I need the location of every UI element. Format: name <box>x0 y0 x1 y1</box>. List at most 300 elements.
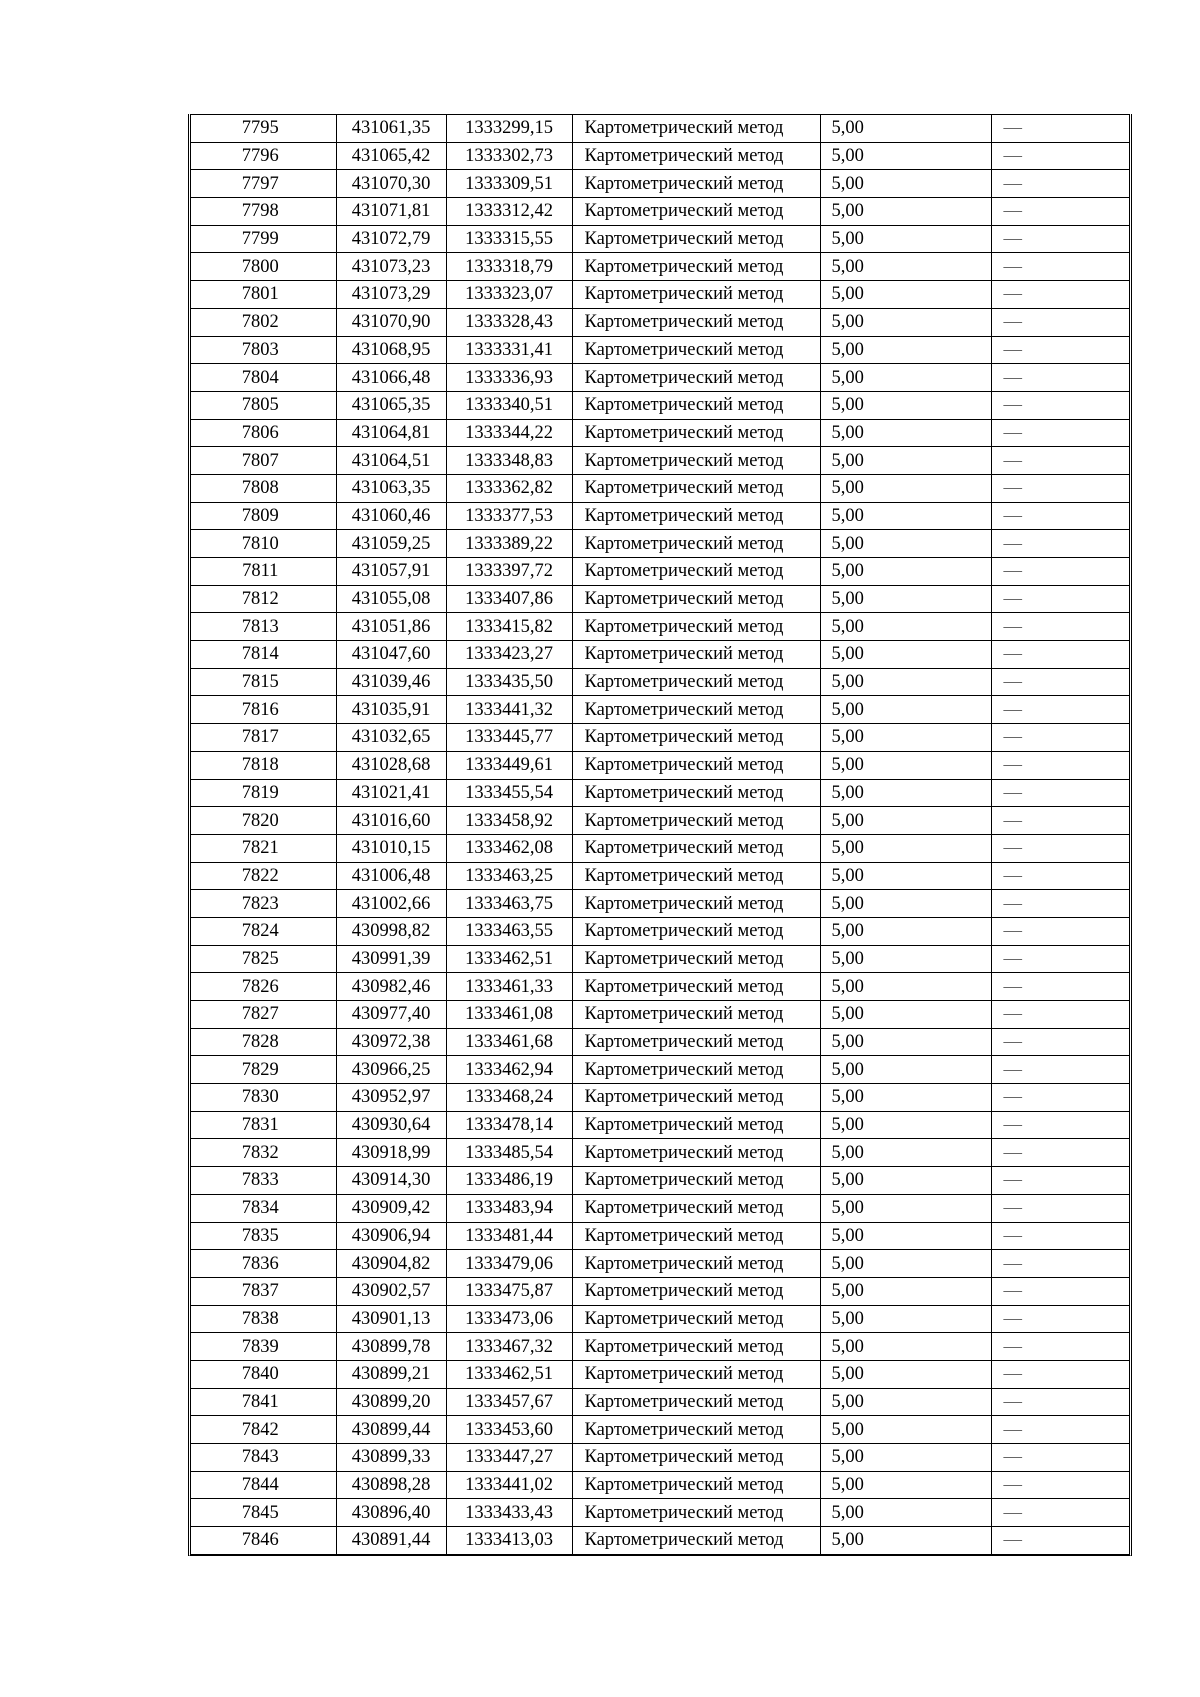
x-coordinate-cell: 431065,35 <box>336 391 446 419</box>
table-row <box>191 613 1129 641</box>
x-coordinate-cell: 431057,91 <box>336 558 446 586</box>
description-cell <box>991 807 1129 835</box>
description-cell <box>991 724 1129 752</box>
point-number-cell: 7831 <box>191 1111 336 1139</box>
accuracy-cell: 5,00 <box>820 198 991 226</box>
description-dash: — <box>1003 395 1022 416</box>
accuracy-cell: 5,00 <box>820 142 991 170</box>
x-coordinate-cell: 430991,39 <box>336 945 446 973</box>
description-cell <box>991 1194 1129 1222</box>
y-coordinate-cell: 1333449,61 <box>446 751 572 779</box>
method-cell: Картометрический метод <box>572 142 820 170</box>
description-dash: — <box>1003 450 1022 471</box>
y-coordinate-cell: 1333473,06 <box>446 1305 572 1333</box>
description-dash: — <box>1003 1087 1022 1108</box>
x-coordinate-cell: 430906,94 <box>336 1222 446 1250</box>
description-cell <box>991 1167 1129 1195</box>
x-coordinate-cell: 431073,23 <box>336 253 446 281</box>
table-row <box>191 1222 1129 1250</box>
accuracy-cell: 5,00 <box>820 1444 991 1472</box>
description-dash: — <box>1003 672 1022 693</box>
description-dash: — <box>1003 1308 1022 1329</box>
table-row <box>191 945 1129 973</box>
description-dash: — <box>1003 893 1022 914</box>
x-coordinate-cell: 430891,44 <box>336 1527 446 1555</box>
point-number-cell: 7809 <box>191 502 336 530</box>
description-cell <box>991 115 1129 143</box>
y-coordinate-cell: 1333336,93 <box>446 364 572 392</box>
table-row <box>191 115 1129 143</box>
description-cell <box>991 1222 1129 1250</box>
table-row <box>191 225 1129 253</box>
description-cell <box>991 641 1129 669</box>
x-coordinate-cell: 430914,30 <box>336 1167 446 1195</box>
method-cell: Картометрический метод <box>572 1194 820 1222</box>
x-coordinate-cell: 431047,60 <box>336 641 446 669</box>
description-cell <box>991 170 1129 198</box>
method-cell: Картометрический метод <box>572 253 820 281</box>
accuracy-cell: 5,00 <box>820 1527 991 1555</box>
accuracy-cell: 5,00 <box>820 1388 991 1416</box>
description-cell <box>991 751 1129 779</box>
description-dash: — <box>1003 921 1022 942</box>
accuracy-cell: 5,00 <box>820 862 991 890</box>
y-coordinate-cell: 1333302,73 <box>446 142 572 170</box>
point-number-cell: 7838 <box>191 1305 336 1333</box>
point-number-cell: 7797 <box>191 170 336 198</box>
accuracy-cell: 5,00 <box>820 502 991 530</box>
method-cell: Картометрический метод <box>572 724 820 752</box>
point-number-cell: 7801 <box>191 281 336 309</box>
accuracy-cell: 5,00 <box>820 751 991 779</box>
point-number-cell: 7795 <box>191 115 336 143</box>
x-coordinate-cell: 431071,81 <box>336 198 446 226</box>
method-cell: Картометрический метод <box>572 807 820 835</box>
table-row <box>191 973 1129 1001</box>
point-number-cell: 7823 <box>191 890 336 918</box>
point-number-cell: 7807 <box>191 447 336 475</box>
accuracy-cell: 5,00 <box>820 807 991 835</box>
y-coordinate-cell: 1333318,79 <box>446 253 572 281</box>
description-cell <box>991 198 1129 226</box>
point-number-cell: 7843 <box>191 1444 336 1472</box>
description-dash: — <box>1003 838 1022 859</box>
table-row <box>191 807 1129 835</box>
table-row <box>191 890 1129 918</box>
x-coordinate-cell: 430898,28 <box>336 1471 446 1499</box>
table-row <box>191 474 1129 502</box>
table-row <box>191 502 1129 530</box>
method-cell: Картометрический метод <box>572 973 820 1001</box>
description-dash: — <box>1003 505 1022 526</box>
x-coordinate-cell: 431073,29 <box>336 281 446 309</box>
accuracy-cell: 5,00 <box>820 530 991 558</box>
method-cell: Картометрический метод <box>572 917 820 945</box>
method-cell: Картометрический метод <box>572 696 820 724</box>
description-dash: — <box>1003 1032 1022 1053</box>
method-cell: Картометрический метод <box>572 834 820 862</box>
accuracy-cell: 5,00 <box>820 945 991 973</box>
table-row <box>191 1028 1129 1056</box>
point-number-cell: 7846 <box>191 1527 336 1555</box>
point-number-cell: 7804 <box>191 364 336 392</box>
accuracy-cell: 5,00 <box>820 973 991 1001</box>
table-row <box>191 862 1129 890</box>
point-number-cell: 7803 <box>191 336 336 364</box>
x-coordinate-cell: 430977,40 <box>336 1001 446 1029</box>
y-coordinate-cell: 1333413,03 <box>446 1527 572 1555</box>
description-dash: — <box>1003 1475 1022 1496</box>
description-cell <box>991 253 1129 281</box>
description-cell <box>991 779 1129 807</box>
description-dash: — <box>1003 1059 1022 1080</box>
y-coordinate-cell: 1333461,33 <box>446 973 572 1001</box>
accuracy-cell: 5,00 <box>820 225 991 253</box>
accuracy-cell: 5,00 <box>820 1416 991 1444</box>
point-number-cell: 7824 <box>191 917 336 945</box>
y-coordinate-cell: 1333458,92 <box>446 807 572 835</box>
accuracy-cell: 5,00 <box>820 585 991 613</box>
method-cell: Картометрический метод <box>572 779 820 807</box>
x-coordinate-cell: 431051,86 <box>336 613 446 641</box>
coordinates-table-frame <box>188 114 1132 1556</box>
accuracy-cell: 5,00 <box>820 641 991 669</box>
x-coordinate-cell: 431016,60 <box>336 807 446 835</box>
description-cell <box>991 613 1129 641</box>
x-coordinate-cell: 431055,08 <box>336 585 446 613</box>
description-dash: — <box>1003 1115 1022 1136</box>
method-cell: Картометрический метод <box>572 1305 820 1333</box>
point-number-cell: 7819 <box>191 779 336 807</box>
description-cell <box>991 1111 1129 1139</box>
x-coordinate-cell: 431059,25 <box>336 530 446 558</box>
accuracy-cell: 5,00 <box>820 1333 991 1361</box>
method-cell: Картометрический метод <box>572 530 820 558</box>
point-number-cell: 7844 <box>191 1471 336 1499</box>
y-coordinate-cell: 1333453,60 <box>446 1416 572 1444</box>
accuracy-cell: 5,00 <box>820 558 991 586</box>
method-cell: Картометрический метод <box>572 170 820 198</box>
method-cell: Картометрический метод <box>572 641 820 669</box>
accuracy-cell: 5,00 <box>820 364 991 392</box>
y-coordinate-cell: 1333486,19 <box>446 1167 572 1195</box>
description-cell <box>991 1056 1129 1084</box>
description-cell <box>991 834 1129 862</box>
y-coordinate-cell: 1333397,72 <box>446 558 572 586</box>
description-cell <box>991 862 1129 890</box>
description-dash: — <box>1003 1447 1022 1468</box>
table-row <box>191 1194 1129 1222</box>
x-coordinate-cell: 431065,42 <box>336 142 446 170</box>
x-coordinate-cell: 430896,40 <box>336 1499 446 1527</box>
description-cell <box>991 225 1129 253</box>
description-dash: — <box>1003 1004 1022 1025</box>
y-coordinate-cell: 1333478,14 <box>446 1111 572 1139</box>
point-number-cell: 7814 <box>191 641 336 669</box>
table-row <box>191 1416 1129 1444</box>
accuracy-cell: 5,00 <box>820 474 991 502</box>
table-row <box>191 641 1129 669</box>
method-cell: Картометрический метод <box>572 1416 820 1444</box>
point-number-cell: 7825 <box>191 945 336 973</box>
description-cell <box>991 1277 1129 1305</box>
description-dash: — <box>1003 1391 1022 1412</box>
description-cell <box>991 696 1129 724</box>
x-coordinate-cell: 431032,65 <box>336 724 446 752</box>
x-coordinate-cell: 431063,35 <box>336 474 446 502</box>
point-number-cell: 7833 <box>191 1167 336 1195</box>
coordinates-table <box>191 114 1129 1555</box>
point-number-cell: 7808 <box>191 474 336 502</box>
point-number-cell: 7816 <box>191 696 336 724</box>
x-coordinate-cell: 430972,38 <box>336 1028 446 1056</box>
description-cell <box>991 1250 1129 1278</box>
point-number-cell: 7811 <box>191 558 336 586</box>
y-coordinate-cell: 1333485,54 <box>446 1139 572 1167</box>
method-cell: Картометрический метод <box>572 502 820 530</box>
x-coordinate-cell: 431072,79 <box>336 225 446 253</box>
method-cell: Картометрический метод <box>572 336 820 364</box>
accuracy-cell: 5,00 <box>820 1084 991 1112</box>
description-dash: — <box>1003 422 1022 443</box>
description-cell <box>991 1028 1129 1056</box>
table-row <box>191 779 1129 807</box>
y-coordinate-cell: 1333344,22 <box>446 419 572 447</box>
y-coordinate-cell: 1333331,41 <box>446 336 572 364</box>
point-number-cell: 7796 <box>191 142 336 170</box>
accuracy-cell: 5,00 <box>820 115 991 143</box>
y-coordinate-cell: 1333479,06 <box>446 1250 572 1278</box>
table-row <box>191 1111 1129 1139</box>
description-dash: — <box>1003 118 1022 139</box>
table-row <box>191 696 1129 724</box>
method-cell: Картометрический метод <box>572 281 820 309</box>
table-row <box>191 1333 1129 1361</box>
description-cell <box>991 1360 1129 1388</box>
accuracy-cell: 5,00 <box>820 1360 991 1388</box>
description-dash: — <box>1003 1502 1022 1523</box>
description-dash: — <box>1003 1253 1022 1274</box>
y-coordinate-cell: 1333389,22 <box>446 530 572 558</box>
point-number-cell: 7805 <box>191 391 336 419</box>
description-cell <box>991 1333 1129 1361</box>
table-row <box>191 724 1129 752</box>
x-coordinate-cell: 430966,25 <box>336 1056 446 1084</box>
y-coordinate-cell: 1333462,94 <box>446 1056 572 1084</box>
method-cell: Картометрический метод <box>572 1084 820 1112</box>
table-row <box>191 419 1129 447</box>
description-dash: — <box>1003 616 1022 637</box>
accuracy-cell: 5,00 <box>820 1167 991 1195</box>
accuracy-cell: 5,00 <box>820 1056 991 1084</box>
method-cell: Картометрический метод <box>572 474 820 502</box>
description-dash: — <box>1003 201 1022 222</box>
description-cell <box>991 945 1129 973</box>
description-dash: — <box>1003 727 1022 748</box>
point-number-cell: 7841 <box>191 1388 336 1416</box>
method-cell: Картометрический метод <box>572 585 820 613</box>
description-cell <box>991 308 1129 336</box>
accuracy-cell: 5,00 <box>820 336 991 364</box>
description-dash: — <box>1003 948 1022 969</box>
y-coordinate-cell: 1333299,15 <box>446 115 572 143</box>
method-cell: Картометрический метод <box>572 1139 820 1167</box>
table-row <box>191 336 1129 364</box>
table-row <box>191 751 1129 779</box>
table-row <box>191 1499 1129 1527</box>
description-dash: — <box>1003 1530 1022 1551</box>
table-row <box>191 1360 1129 1388</box>
method-cell: Картометрический метод <box>572 1167 820 1195</box>
accuracy-cell: 5,00 <box>820 1499 991 1527</box>
method-cell: Картометрический метод <box>572 613 820 641</box>
method-cell: Картометрический метод <box>572 1250 820 1278</box>
x-coordinate-cell: 431068,95 <box>336 336 446 364</box>
point-number-cell: 7828 <box>191 1028 336 1056</box>
accuracy-cell: 5,00 <box>820 1222 991 1250</box>
point-number-cell: 7834 <box>191 1194 336 1222</box>
accuracy-cell: 5,00 <box>820 696 991 724</box>
description-cell <box>991 336 1129 364</box>
table-row <box>191 281 1129 309</box>
description-dash: — <box>1003 865 1022 886</box>
description-cell <box>991 890 1129 918</box>
description-dash: — <box>1003 1336 1022 1357</box>
description-dash: — <box>1003 229 1022 250</box>
x-coordinate-cell: 430899,21 <box>336 1360 446 1388</box>
table-row <box>191 1056 1129 1084</box>
point-number-cell: 7818 <box>191 751 336 779</box>
point-number-cell: 7810 <box>191 530 336 558</box>
y-coordinate-cell: 1333463,55 <box>446 917 572 945</box>
y-coordinate-cell: 1333362,82 <box>446 474 572 502</box>
point-number-cell: 7806 <box>191 419 336 447</box>
y-coordinate-cell: 1333377,53 <box>446 502 572 530</box>
point-number-cell: 7827 <box>191 1001 336 1029</box>
accuracy-cell: 5,00 <box>820 1111 991 1139</box>
table-row <box>191 1305 1129 1333</box>
table-row <box>191 253 1129 281</box>
table-row <box>191 1471 1129 1499</box>
x-coordinate-cell: 430930,64 <box>336 1111 446 1139</box>
description-dash: — <box>1003 589 1022 610</box>
description-cell <box>991 142 1129 170</box>
x-coordinate-cell: 431039,46 <box>336 668 446 696</box>
y-coordinate-cell: 1333467,32 <box>446 1333 572 1361</box>
description-dash: — <box>1003 782 1022 803</box>
point-number-cell: 7830 <box>191 1084 336 1112</box>
y-coordinate-cell: 1333312,42 <box>446 198 572 226</box>
method-cell: Картометрический метод <box>572 225 820 253</box>
description-cell <box>991 419 1129 447</box>
point-number-cell: 7832 <box>191 1139 336 1167</box>
x-coordinate-cell: 430909,42 <box>336 1194 446 1222</box>
table-row <box>191 1388 1129 1416</box>
accuracy-cell: 5,00 <box>820 1305 991 1333</box>
x-coordinate-cell: 430998,82 <box>336 917 446 945</box>
accuracy-cell: 5,00 <box>820 613 991 641</box>
accuracy-cell: 5,00 <box>820 447 991 475</box>
description-dash: — <box>1003 1281 1022 1302</box>
description-cell <box>991 502 1129 530</box>
point-number-cell: 7822 <box>191 862 336 890</box>
accuracy-cell: 5,00 <box>820 1471 991 1499</box>
description-dash: — <box>1003 1142 1022 1163</box>
table-row <box>191 1527 1129 1555</box>
point-number-cell: 7842 <box>191 1416 336 1444</box>
accuracy-cell: 5,00 <box>820 668 991 696</box>
method-cell: Картометрический метод <box>572 115 820 143</box>
method-cell: Картометрический метод <box>572 945 820 973</box>
description-cell <box>991 364 1129 392</box>
method-cell: Картометрический метод <box>572 668 820 696</box>
method-cell: Картометрический метод <box>572 1277 820 1305</box>
point-number-cell: 7817 <box>191 724 336 752</box>
y-coordinate-cell: 1333328,43 <box>446 308 572 336</box>
x-coordinate-cell: 430904,82 <box>336 1250 446 1278</box>
description-cell <box>991 1444 1129 1472</box>
method-cell: Картометрический метод <box>572 447 820 475</box>
y-coordinate-cell: 1333462,51 <box>446 945 572 973</box>
y-coordinate-cell: 1333461,68 <box>446 1028 572 1056</box>
table-row <box>191 170 1129 198</box>
accuracy-cell: 5,00 <box>820 917 991 945</box>
y-coordinate-cell: 1333463,25 <box>446 862 572 890</box>
point-number-cell: 7826 <box>191 973 336 1001</box>
accuracy-cell: 5,00 <box>820 1250 991 1278</box>
description-dash: — <box>1003 256 1022 277</box>
point-number-cell: 7839 <box>191 1333 336 1361</box>
description-cell <box>991 1416 1129 1444</box>
accuracy-cell: 5,00 <box>820 890 991 918</box>
x-coordinate-cell: 431066,48 <box>336 364 446 392</box>
x-coordinate-cell: 430899,44 <box>336 1416 446 1444</box>
description-dash: — <box>1003 146 1022 167</box>
description-cell <box>991 1527 1129 1555</box>
description-dash: — <box>1003 1198 1022 1219</box>
table-row <box>191 530 1129 558</box>
point-number-cell: 7845 <box>191 1499 336 1527</box>
accuracy-cell: 5,00 <box>820 253 991 281</box>
table-row <box>191 1250 1129 1278</box>
accuracy-cell: 5,00 <box>820 779 991 807</box>
point-number-cell: 7799 <box>191 225 336 253</box>
description-dash: — <box>1003 284 1022 305</box>
table-row <box>191 391 1129 419</box>
description-dash: — <box>1003 644 1022 665</box>
x-coordinate-cell: 431064,51 <box>336 447 446 475</box>
point-number-cell: 7800 <box>191 253 336 281</box>
x-coordinate-cell: 431060,46 <box>336 502 446 530</box>
y-coordinate-cell: 1333315,55 <box>446 225 572 253</box>
x-coordinate-cell: 430899,78 <box>336 1333 446 1361</box>
y-coordinate-cell: 1333455,54 <box>446 779 572 807</box>
y-coordinate-cell: 1333323,07 <box>446 281 572 309</box>
y-coordinate-cell: 1333475,87 <box>446 1277 572 1305</box>
description-cell <box>991 530 1129 558</box>
description-cell <box>991 585 1129 613</box>
coordinates-table-body <box>191 115 1129 1555</box>
description-cell <box>991 917 1129 945</box>
description-dash: — <box>1003 699 1022 720</box>
description-dash: — <box>1003 976 1022 997</box>
table-row <box>191 668 1129 696</box>
y-coordinate-cell: 1333462,08 <box>446 834 572 862</box>
method-cell: Картометрический метод <box>572 1028 820 1056</box>
method-cell: Картометрический метод <box>572 1471 820 1499</box>
point-number-cell: 7798 <box>191 198 336 226</box>
y-coordinate-cell: 1333441,02 <box>446 1471 572 1499</box>
